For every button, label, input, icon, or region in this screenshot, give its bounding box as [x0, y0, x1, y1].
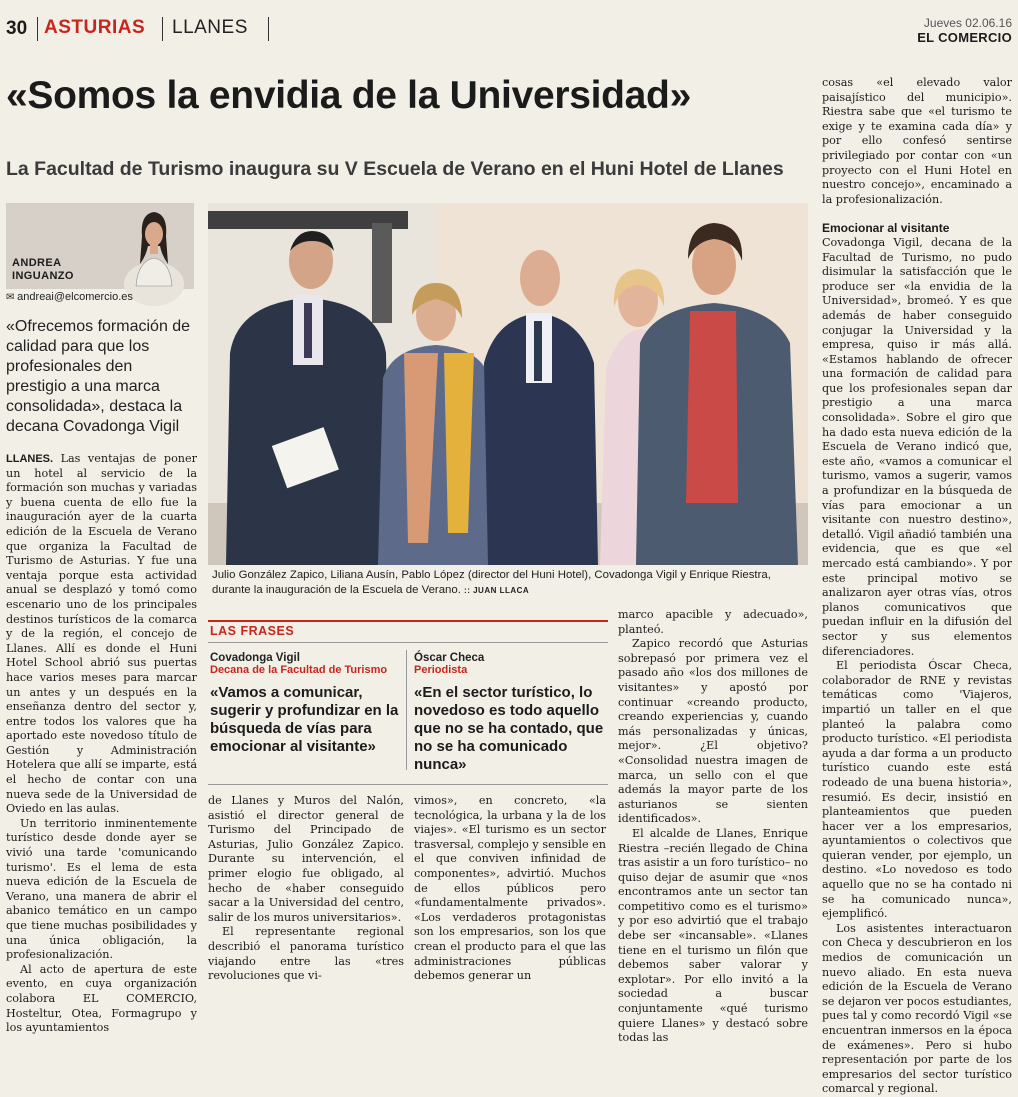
page-number: 30	[6, 18, 28, 39]
body-paragraph: cosas «el elevado valor paisajístico del municipio». Riestra sabe que «el turismo te exige y te examina cada día» y por ello confesó sentirse privilegiado por contar con «un proyecto con el Huni Hotel en nuestro concejo», encaminado a la profesionalización.	[822, 76, 1012, 206]
article-photo	[208, 203, 808, 565]
masthead: EL COMERCIO	[917, 30, 1012, 45]
group-photo-illustration	[208, 203, 808, 565]
photo-caption	[212, 568, 807, 598]
body-paragraph: Un territorio inminentemente turístico desde donde ayer se vivió una tarde 'comunicando turismo'. Es el lema de esta nueva edición de la Escuela de Verano, una manera de abrir el abanico temático en un campo que tiene muchas posibilidades y una única obligación, la profesionalización.	[6, 816, 197, 962]
header-divider	[162, 17, 163, 41]
dateline: LLANES.	[6, 453, 54, 465]
author-email-text: andreai@elcomercio.es	[17, 291, 133, 303]
subsection-name: LLANES	[172, 17, 248, 38]
frases-top-rule	[208, 620, 608, 622]
caption-text: Julio González Zapico, Liliana Ausín, Pablo López (director del Huni Hotel), Covadonga Vigil y Enrique Riestra, durante la inauguración de la Escuela de Verano.	[212, 569, 771, 596]
frase-quote: «Vamos a comunicar, sugerir y profundizar en la búsqueda de vías para emocionar al visitante»	[210, 684, 399, 755]
author-last-name: INGUANZO	[12, 270, 74, 282]
issue-date: Jueves 02.06.16	[923, 16, 1012, 30]
frases-divider	[208, 642, 608, 643]
body-paragraph: El representante regional describió el panorama turístico viajando entre las «tres revoluciones que vi-	[208, 925, 404, 983]
body-column-5	[822, 76, 1012, 1096]
section-name: ASTURIAS	[44, 17, 146, 38]
body-column-3	[414, 794, 606, 983]
frase-role: Decana de la Facultad de Turismo	[210, 664, 388, 676]
frases-column-divider	[406, 650, 407, 770]
body-paragraph: El alcalde de Llanes, Enrique Riestra –recién llegado de China tras asistir a un foro turístico– no quiso dejar de asumir que «nos encontramos ante un sector tan competitivo como es el turismo» y por eso advirtió que el trabajo debe ser «incansable». «Llanes tiene en el turismo un filón que debemos saber valorar y explotar». Por ello invitó a la sociedad a buscar conjuntamente «qué turismo quiere Llanes» y destacó sobre todas las	[618, 826, 808, 1045]
header-divider	[37, 17, 38, 41]
body-paragraph: Al acto de apertura de este evento, en cuya organización colabora EL COMERCIO, Hosteltur, Otea, Formagrupo y los ayuntamientos	[6, 962, 197, 1035]
body-column-2	[208, 794, 404, 983]
subheadline: La Facultad de Turismo inaugura su V Escuela de Verano en el Huni Hotel de Llanes	[6, 158, 784, 180]
frase-role: Periodista	[414, 664, 468, 676]
pull-quote: «Ofrecemos formación de calidad para que los profesionales den prestigio a una marca consolidada», destaca la decana Covadonga Vigil	[6, 318, 191, 435]
body-paragraph: Zapico recordó que Asturias sobrepasó por primera vez el pasado año «los dos millones de visitantes» y apostó por continuar «creando producto, creando experiencias y, cuando más personalizadas y únicas, mejor». ¿El objetivo? «Consolidad nuestra imagen de marca, un sello con el que además la mayor parte de los asturianos se sienten identificados».	[618, 637, 808, 826]
frase-item	[414, 652, 606, 774]
section-heading: Emocionar al visitante	[822, 221, 950, 236]
author-name	[12, 257, 74, 283]
frase-quote: «En el sector turístico, lo novedoso es todo aquello que no se ha contado, que no se ha comunicado nunca»	[414, 684, 604, 773]
body-paragraph: de Llanes y Muros del Nalón, asistió el director general de Turismo del Principado de Asturias, Julio González Zapico. Durante su intervención, el primer elogio fue obligado, al hecho de «haber conseguido sacar a la Universidad del centro, salir de los muros universitarios».	[208, 794, 404, 924]
mail-icon: ✉	[6, 292, 18, 303]
frases-bottom-rule	[208, 784, 608, 785]
body-column-4	[618, 608, 808, 1045]
body-paragraph: Los asistentes interactuaron con Checa y descubrieron en los medios de comunicación un nuevo aliado. En esta nueva edición de la Escuela de Verano se dejaron ver pocos estudiantes, pues tal y como recordó Vigil «se encuentran inmersos en la época de exámenes». Pero si hubo representación por parte de los empresarios del sector turístico comarcal y regional.	[822, 921, 1012, 1096]
photo-credit: :: JUAN LLACA	[464, 586, 530, 595]
body-paragraph: Covadonga Vigil, decana de la Facultad de Turismo, no pudo disimular la satisfacción que le produce ser «la envidia de la Universidad», bromeó. Y es que además de haber conseguido conjugar la Universidad y la empresa, quiso ir más allá. «Estamos hablando de ofrecer una formación de calidad para que los profesionales sepan dar prestigio a una marca consolidada». Sobre el giro que ha dado esta nueva edición de la Escuela de Verano indicó que, este año, «vamos a comunicar el turismo, vamos a sugerir, vamos a profundizar en la búsqueda de vías para emocionar a un visitante con nuestro destino», detalló. Vigil añadió también una evidencia, que es que «el mercado está cambiando». Y por este principal motivo se analizaron ayer otras vías, otros planos comunicativos que puedan influir en la difusión del sector y sus elementos diferenciadores.	[822, 235, 1012, 658]
body-paragraph: El periodista Óscar Checa, colaborador de RNE y revistas temáticas como 'Viajeros, impartió un taller en el que planteó la palabra como producto turístico. «El periodista ayuda a dar forma a un producto turístico cuando este está rodeado de una buena historia», resumió. Es decir, insistió en planteamientos que pueden hacer ver a los empresarios, ayuntamientos o colectivos que quieran vender, por ejemplo, un destino. «Lo novedoso es todo aquello que no se ha contado ni se ha comunicado nunca», ejemplificó.	[822, 659, 1012, 921]
body-column-1	[6, 452, 197, 1035]
headline: «Somos la envidia de la Universidad»	[6, 74, 691, 117]
header-divider	[268, 17, 269, 41]
author-first-name: ANDREA	[12, 257, 62, 269]
frase-speaker: Óscar Checa	[414, 652, 485, 664]
body-paragraph: Las ventajas de poner un hotel al servicio de la formación son muchas y variadas y buena cuenta de ello fue la inauguración ayer de la cuarta edición de la Escuela de Verano que organiza la Facultad de Turismo de Asturias. Y fue una ventaja porque esta actividad anual se desplazó y tomó como escenario uno de los principales destinos turísticos de la comarca y de la región, el concejo de Llanes. Allí es donde el Huni Hotel School abrió sus puertas hace varios meses para marcar un antes y un después en la enseñanza dentro del sector y, entre todos los valores que ha aportado este novedoso título de Gestión y Administración Hotelera que allí se imparte, está el hecho de contar con una nueva sede de la Universidad de Oviedo en las aulas.	[6, 452, 197, 816]
author-photo	[116, 206, 190, 289]
frases-title: LAS FRASES	[210, 624, 295, 638]
body-paragraph: marco apacible y adecuado», planteó.	[618, 608, 808, 636]
frase-item	[210, 652, 400, 756]
frase-speaker: Covadonga Vigil	[210, 652, 300, 664]
author-email[interactable]	[6, 291, 133, 303]
body-paragraph: vimos», en concreto, «la tecnológica, la urbana y la de los viajes». «El turismo es un sector trasversal, complejo y sensible en el que conviven infinidad de componentes», advirtió. Muchos de ellos públicos pero «fundamentalmente privados». «Los verdaderos protagonistas son los empresarios, son los que crean el producto para el que las administraciones públicas debemos generar un	[414, 794, 606, 983]
